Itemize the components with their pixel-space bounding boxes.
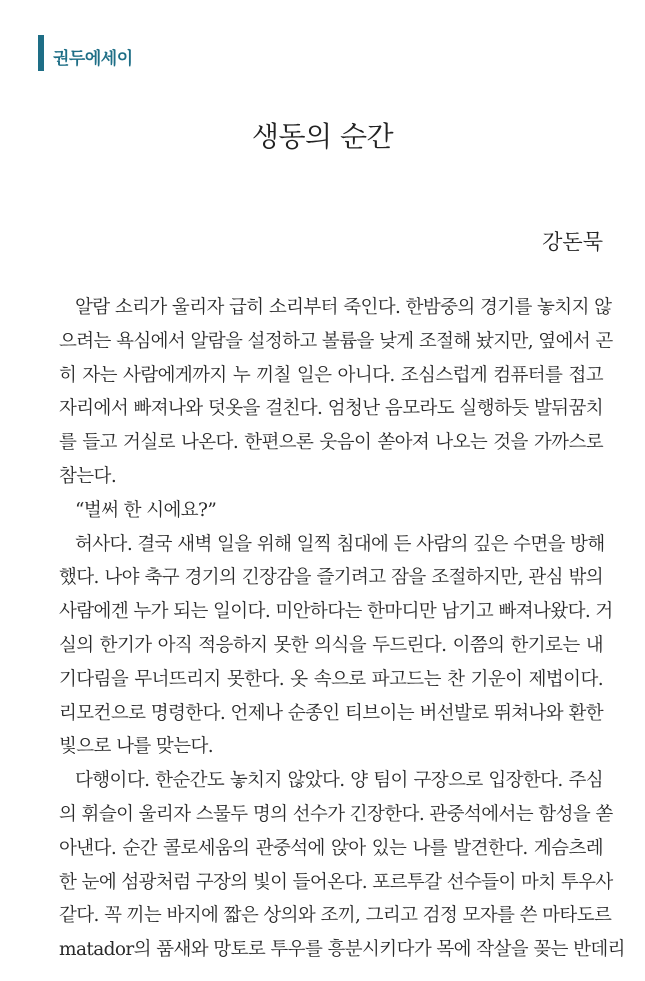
text-line: 한 눈에 섬광처럼 구장의 빛이 들어온다. 포르투갈 선수들이 마치 투우사 (59, 871, 613, 893)
text-line: 아낸다. 순간 콜로세움의 관중석에 앉아 있는 나를 발견한다. 게슴츠레 (59, 837, 603, 859)
text-line: 리모컨으로 명령한다. 언제나 순종인 티브이는 버선발로 뛰쳐나와 환한 (59, 702, 603, 724)
text-line: 히 자는 사람에게까지 누 끼칠 일은 아니다. 조심스럽게 컴퓨터를 접고 (59, 364, 603, 386)
text-line: 빛으로 나를 맞는다. (59, 736, 214, 758)
text-line: 를 들고 거실로 나온다. 한편으론 웃음이 쏟아져 나오는 것을 가까스로 (59, 432, 603, 454)
text-line: 사람에겐 누가 되는 일이다. 미안하다는 한마디만 남기고 빠져나왔다. 거 (59, 601, 613, 623)
text-line: 자리에서 빠져나와 덧옷을 걸친다. 엄청난 음모라도 실행하듯 발뒤꿈치 (59, 398, 603, 420)
text-line: 알람 소리가 울리자 급히 소리부터 죽인다. 한밤중의 경기를 놓치지 않 (75, 297, 612, 318)
text-line: 의 휘슬이 울리자 스물두 명의 선수가 긴장한다. 관중석에서는 함성을 쏟 (59, 803, 613, 825)
article-title: 생동의 순간 (251, 120, 394, 153)
section-accent-bar (38, 35, 44, 71)
dialogue-line: “벌써 한 시에요?” (75, 499, 217, 521)
text-line: 기다림을 무너뜨리지 못한다. 옷 속으로 파고드는 찬 기운이 제법이다. (59, 668, 603, 690)
text-line: 실의 한기가 아직 적응하지 못한 의식을 두드린다. 이쯤의 한기로는 내 (59, 634, 603, 656)
text-line: 같다. 꼭 끼는 바지에 짧은 상의와 조끼, 그리고 검정 모자를 쓴 마타도르 (59, 905, 612, 927)
text-line: 으려는 욕심에서 알람을 설정하고 볼륨을 낮게 조절해 놨지만, 옆에서 곤 (59, 330, 613, 352)
text-line: 허사다. 결국 새벽 일을 위해 일찍 침대에 든 사람의 깊은 수면을 방해 (75, 533, 605, 555)
article-body (59, 291, 625, 967)
text-line: matador의 품새와 망토로 투우를 흥분시키다가 목에 작살을 꽂는 반데리 (59, 939, 625, 961)
text-line: 다행이다. 한순간도 놓치지 않았다. 양 팀이 구장으로 입장한다. 주심 (75, 770, 603, 792)
section-label: 권두에세이 (53, 49, 133, 69)
article-author: 강돈묵 (542, 230, 603, 254)
text-line: 했다. 나야 축구 경기의 긴장감을 즐기려고 잠을 조절하지만, 관심 밖의 (59, 567, 603, 589)
text-line: 참는다. (59, 465, 117, 487)
